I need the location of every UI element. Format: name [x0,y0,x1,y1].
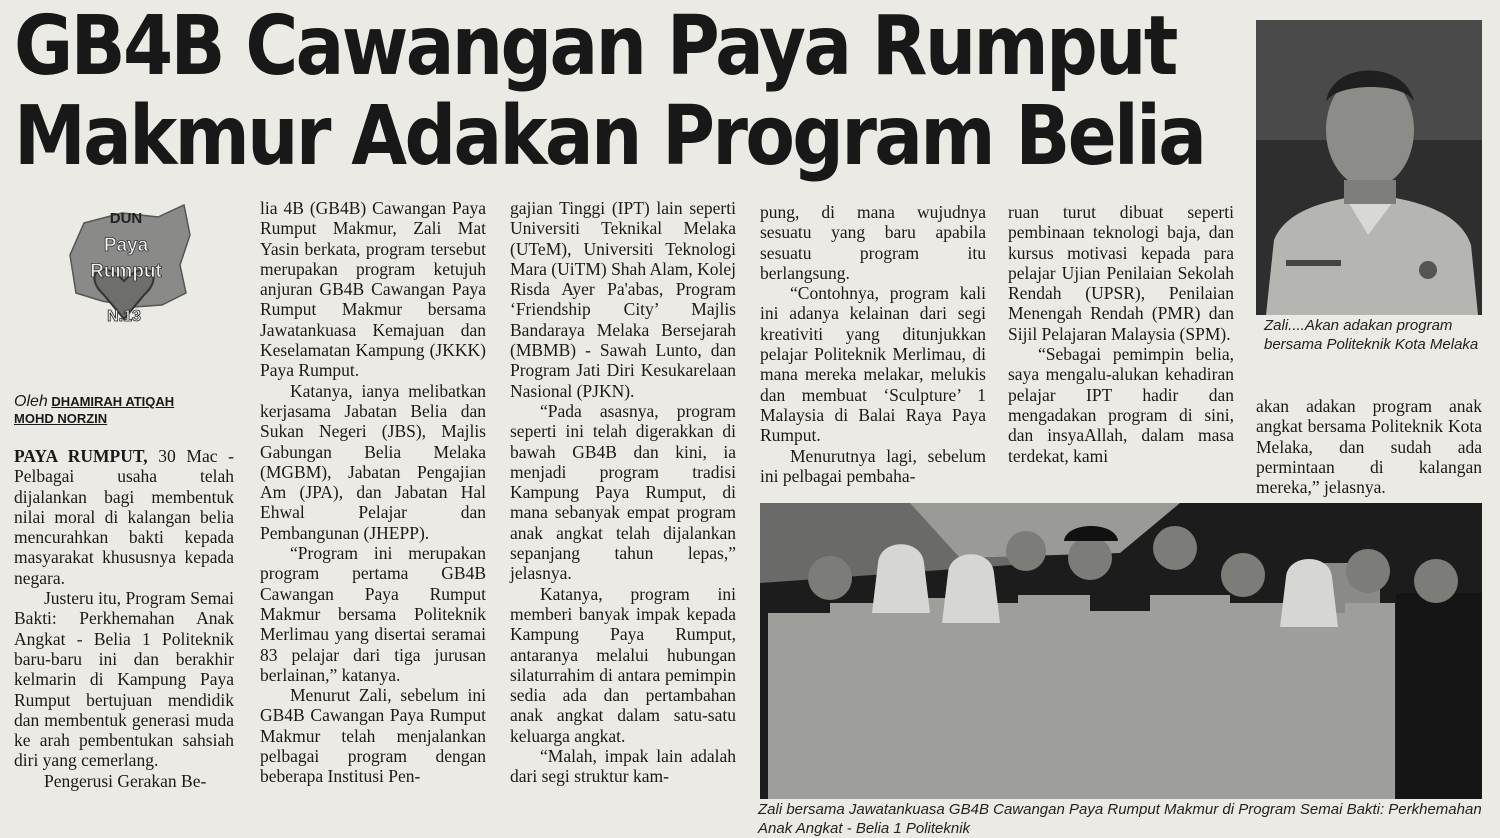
headline [14,0,1205,184]
col5-para-1: ruan turut dibuat seperti pembinaan teknologi baja, dan kursus motivasi kepada para pelajar Ujian Penilaian Sekolah Rendah (UPSR), Penilaian Menengah Rendah (PMR) dan Sijil Pelajaran Malaysia (SPM). [1008,202,1234,344]
col4-para-1: pung, di mana wujudnya sesuatu yang baru apabila sesuatu program itu berlangsung. [760,202,986,283]
article-column-4 [760,202,986,486]
byline-oleh: Oleh [14,393,48,410]
group-photo [760,503,1482,799]
headline-line-2: Makmur Adakan Program Belia [14,89,1205,184]
article-column-5 [1008,202,1234,466]
logo-dun-text: DUN [109,210,143,227]
group-caption: Zali bersama Jawatankuasa GB4B Cawangan Paya Rumput Makmur di Program Semai Bakti: Perkhemahan Anak Angkat - Belia 1 Politeknik [758,801,1482,837]
col3-para-2: “Pada asasnya, program seperti ini telah digerakkan di bawah GB4B dan kini, ia menjadi program tradisi Kampung Paya Rumput, di mana sebanyak empat program anak angkat telah dijalankan sepanjang tahun lepas,” jelasnya. [510,400,736,584]
article-column-3 [510,198,736,787]
headline-line-1: GB4B Cawangan Paya Rumput [14,0,1176,94]
col3-para-3: Katanya, program ini memberi banyak impak kepada Kampung Paya Rumput, antaranya melalui hubungan silaturrahim di antara pemimpin sedia ada dan pertambahan anak angkat dalam satu-satu keluarga angkat. [510,583,736,746]
byline [14,393,234,427]
logo-code-text: N.13 [107,308,141,325]
portrait-photo [1256,20,1482,315]
col1-para-3: Pengerusi Gerakan Be- [44,770,207,791]
article-column-2 [260,198,486,787]
article-column-1 [14,446,234,791]
col3-para-4: “Malah, impak lain adalah dari segi struktur kam- [510,746,736,787]
logo-rumput-text: Rumput [90,261,162,282]
article-column-6 [1256,396,1482,497]
col1-para-1: 30 Mac - Pelbagai usaha telah dijalankan bagi membentuk nilai moral di kalangan belia mencurahkan bakti kepada masyarakat khususnya kepada negara. [14,446,234,588]
byline-name-1: DHAMIRAH ATIQAH [51,394,175,409]
portrait-caption: Zali....Akan adakan program bersama Politeknik Kota Melaka [1264,317,1479,353]
col3-para-1: gajian Tinggi (IPT) lain seperti Universiti Teknikal Melaka (UTeM), Universiti Teknologi Mara (UiTM) Shah Alam, Kolej Risda Ayer Pa'abas, Program ‘Friendship City’ Majlis Bandaraya Melaka Bersejarah (MBMB) - Sawah Lunto, dan Program Jati Diri Kesukarelaan Nasional (PJKN). [510,198,736,401]
col5-para-2: “Sebagai pemimpin belia, saya mengalu-alukan kehadiran pelajar IPT hadir dan mengadakan program di sini, dan insyaAllah, dalam masa terdekat, kami [1008,344,1234,466]
col4-para-3: Menurutnya lagi, sebelum ini pelbagai pembaha- [760,445,986,486]
col2-para-1: lia 4B (GB4B) Cawangan Paya Rumput Makmur, Zali Mat Yasin berkata, program tersebut merupakan program ketujuh anjuran GB4B Cawangan Paya Rumput Makmur bersama Jawatankuasa Kemajuan dan Keselamatan Kampung (JKKK) Paya Rumput. [260,198,486,381]
col1-para-2: Justeru itu, Program Semai Bakti: Perkhemahan Anak Angkat - Belia 1 Politeknik baru-baru ini dan berakhir kelmarin di Kampung Paya Rumput bertujuan mendidik dan membentuk generasi muda ke arah pembentukan sahsiah diri yang cemerlang. [14,588,234,771]
col6-para-1: akan adakan program anak angkat bersama Politeknik Kota Melaka, dan sudah ada permintaan di kalangan mereka,” jelasnya. [1256,396,1482,498]
dun-paya-rumput-logo [62,195,194,355]
dateline: PAYA RUMPUT, [14,446,148,466]
col2-para-2: Katanya, ianya melibatkan kerjasama Jabatan Belia dan Sukan Negeri (JBS), Majlis Gabungan Belia Melaka (MGBM), Jabatan Pengajian Am (JPA), dan Jabatan Hal Ehwal Pelajar dan Pembangunan (JHEPP). [260,380,486,543]
logo-paya-text: Paya [103,235,149,256]
col2-para-3: “Program ini merupakan program pertama GB4B Cawangan Paya Rumput Makmur bersama Politeknik Merlimau yang disertai seramai 83 pelajar dari tiga jurusan berlainan,” katanya. [260,543,486,685]
col4-para-2: “Contohnya, program kali ini adanya kelainan dari segi kreativiti yang ditunjukkan pelajar Politeknik Merlimau, di mana mereka melakar, melukis dan membuat ‘Sculpture’ 1 Malaysia di Balai Raya Paya Rumput. [760,283,986,446]
byline-name-2: MOHD NORZIN [14,411,108,426]
col2-para-4: Menurut Zali, sebelum ini GB4B Cawangan Paya Rumput Makmur telah menjalankan pelbagai program dengan beberapa Institusi Pen- [260,685,486,787]
